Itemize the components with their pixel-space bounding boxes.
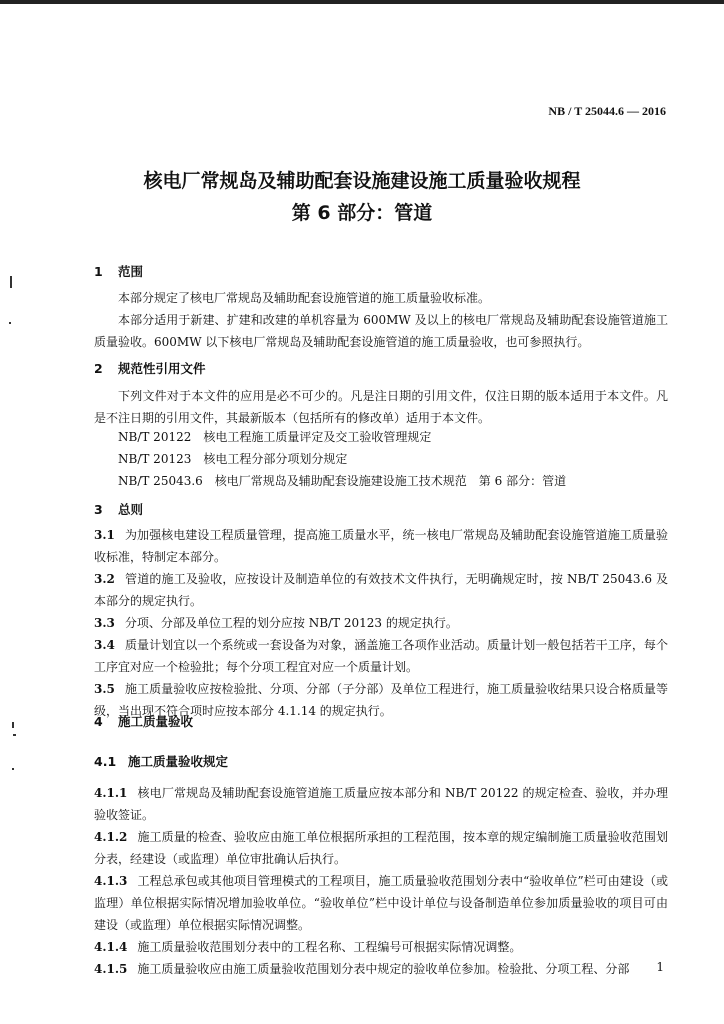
paragraph: 下列文件对于本文件的应用是必不可少的。凡是注日期的引用文件，仅注日期的版本适用于本文件。凡是不注日期的引用文件，其最新版本（包括所有的修改单）适用于本文件。 [94,389,668,425]
clause-text: 施工质量验收范围划分表中的工程名称、工程编号可根据实际情况调整。 [137,940,522,954]
clause-number: 4.1.2 [94,830,128,844]
reference-item: NB/T 20122 核电工程施工质量评定及交工验收管理规定 [118,430,432,444]
clause-text: 施工质量验收应由施工质量验收范围划分表中规定的验收单位参加。检验批、分项工程、分部 [137,962,630,976]
top-border-rule [0,0,724,4]
clause-number: 3.2 [94,572,115,586]
clause-number: 3.5 [94,682,115,696]
section-heading-1 [94,262,143,280]
clause-item [94,958,634,980]
reference-item: NB/T 25043.6 核电厂常规岛及辅助配套设施建设施工技术规范 第 6 部分：管道 [118,474,567,488]
subsection-number: 4.1 [94,754,117,769]
clause-text: 工程总承包或其他项目管理模式的工程项目，施工质量验收范围划分表中“验收单位”栏可由建设（或监理）单位根据实际情况增加验收单位。“验收单位”栏中设计单位与设备制造单位参加质量验收的项目可由建设（或监理）单位根据实际情况调整。 [94,874,668,932]
section-title: 总则 [118,502,144,517]
clause-item [94,936,668,958]
scan-mark [12,768,14,770]
section-heading-3 [94,500,143,518]
scan-mark [10,276,12,288]
reference-item: NB/T 20123 核电工程分部分项划分规定 [118,452,348,466]
clause-item [94,782,668,826]
clause-text: 施工质量的检查、验收应由施工单位根据所承担的工程范围，按本章的规定编制施工质量验收范围划分表，经建设（或监理）单位审批确认后执行。 [94,830,668,866]
clause-text: 为加强核电建设工程质量管理，提高施工质量水平，统一核电厂常规岛及辅助配套设施管道施工质量验收标准，特制定本部分。 [94,528,668,564]
paragraph: 本部分适用于新建、扩建和改建的单机容量为 600MW 及以上的核电厂常规岛及辅助配套设施管道施工质量验收。600MW 以下核电厂常规岛及辅助配套设施管道的施工质量验收，也可参照执行。 [94,313,668,349]
scan-mark [12,722,14,728]
clause-number: 4.1.4 [94,940,128,954]
clause-number: 3.1 [94,528,115,542]
page-number: 1 [656,960,664,974]
clause-number: 4.1.5 [94,962,128,976]
clause-item [94,634,668,678]
section-heading-2 [94,359,206,377]
scan-mark [13,734,16,736]
clause-text: 核电厂常规岛及辅助配套设施管道施工质量应按本部分和 NB/T 20122 的规定检查、验收，并办理验收签证。 [94,786,668,822]
standard-number: NB / T 25044.6 — 2016 [548,104,666,118]
section-title: 规范性引用文件 [118,361,206,376]
clause-number: 4.1.1 [94,786,128,800]
clause-number: 4.1.3 [94,874,128,888]
section-number: 4 [94,714,103,729]
section-title: 施工质量验收 [118,714,194,729]
paragraph: 本部分规定了核电厂常规岛及辅助配套设施管道的施工质量验收标准。 [118,291,491,305]
section-number: 3 [94,502,103,517]
clause-number: 3.3 [94,616,115,630]
clause-item [94,826,668,870]
section-title: 范围 [118,264,144,279]
clause-text: 施工质量验收应按检验批、分项、分部（子分部）及单位工程进行，施工质量验收结果只设合格质量等级，当出现不符合项时应按本部分 4.1.14 的规定执行。 [94,682,668,718]
section-number: 1 [94,264,103,279]
section-number: 2 [94,361,103,376]
clause-item [94,524,668,568]
subsection-title: 施工质量验收规定 [128,754,229,769]
clause-item [94,612,668,634]
document-subtitle: 第 6 部分：管道 [291,202,433,224]
section-heading-4 [94,712,193,730]
clause-text: 分项、分部及单位工程的划分应按 NB/T 20123 的规定执行。 [124,616,458,630]
scan-mark [9,322,11,324]
clause-number: 3.4 [94,638,115,652]
subsection-heading-4-1 [94,752,228,770]
clause-text: 质量计划宜以一个系统或一套设备为对象，涵盖施工各项作业活动。质量计划一般包括若干工序，每个工序宜对应一个检验批；每个分项工程宜对应一个质量计划。 [94,638,668,674]
clause-text: 管道的施工及验收，应按设计及制造单位的有效技术文件执行，无明确规定时，按 NB/T 25043.6 及本部分的规定执行。 [94,572,668,608]
clause-item [94,568,668,612]
clause-item [94,870,668,936]
document-title: 核电厂常规岛及辅助配套设施建设施工质量验收规程 [143,170,581,192]
